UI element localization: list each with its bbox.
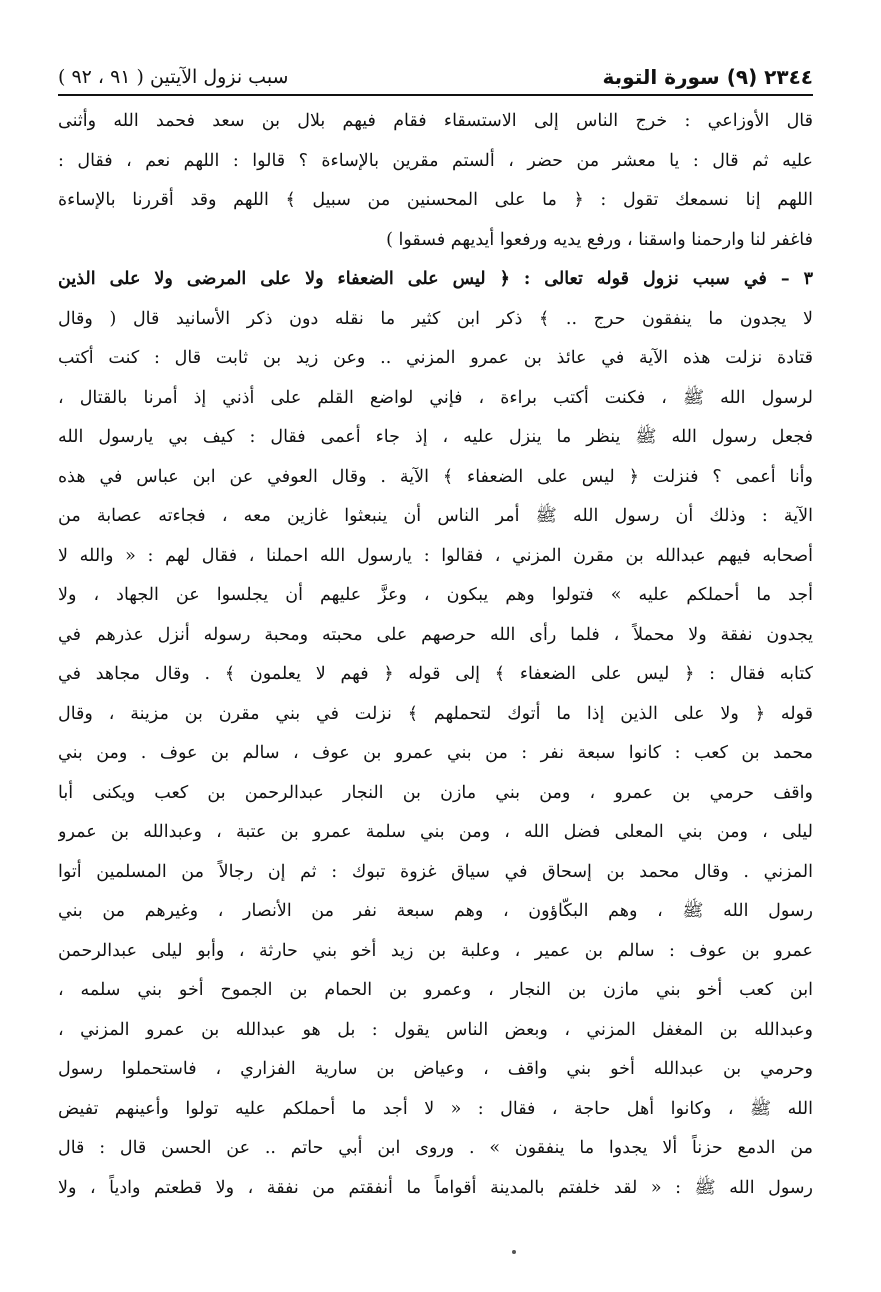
text-line: وحرمي بن عبدالله أخو بني واقف ، وعياض بن سارية الفزاري ، فاستحملوا رسول bbox=[58, 1059, 813, 1079]
text-line: الله ﷺ ، وكانوا أهل حاجة ، فقال : « لا أجد ما أحملكم عليه تولوا وأعينهم تفيض bbox=[58, 1098, 813, 1119]
section-title: سبب نزول الآيتين ( ٩١ ، ٩٢ ) bbox=[58, 66, 289, 88]
text-line: لا يجدون ما ينفقون حرج .. ﴾ ذكر ابن كثير ما نقله دون ذكر الأسانيد قال ( وقال bbox=[58, 308, 813, 329]
text-line: أجد ما أحملكم عليه » فتولوا وهم يبكون ، وعزَّ عليهم أن يجلسوا عن الجهاد ، ولا bbox=[58, 585, 813, 605]
text-line: عليه ثم قال : يا معشر من حضر ، ألستم مقرين بالإساءة ؟ قالوا : اللهم نعم ، فقال : bbox=[58, 150, 813, 171]
text-line: وعبدالله بن المغفل المزني ، وبعض الناس يقول : بل هو عبدالله بن عمرو المزني ، bbox=[58, 1019, 813, 1040]
text-line: ليلى ، ومن بني المعلى فضل الله ، ومن بني سلمة عمرو بن عتبة ، وعبدالله بن عمرو bbox=[58, 822, 813, 842]
text-line: فاغفر لنا وارحمنا واسقنا ، ورفع يديه ورفعوا أيديهم فسقوا ) bbox=[386, 229, 813, 250]
text-line: محمد بن كعب : كانوا سبعة نفر : من بني عمرو بن عوف ، سالم بن عوف . ومن بني bbox=[58, 743, 813, 763]
text-line: المزني . وقال محمد بن إسحاق في سياق غزوة تبوك : ثم إن رجالاً من المسلمين أتوا bbox=[58, 861, 813, 882]
text-line: كتابه فقال : ﴿ ليس على الضعفاء ﴾ إلى قوله ﴿ فهم لا يعلمون ﴾ . وقال مجاهد في bbox=[58, 664, 813, 684]
text-line: اللهم إنا نسمعك تقول : ﴿ ما على المحسنين من سبيل ﴾ اللهم وقد أقررنا بالإساءة bbox=[58, 190, 813, 210]
text-line: يجدون نفقة ولا محملاً ، فلما رأى الله حرصهم على محبته ومحبة رسوله أنزل عذرهم في bbox=[58, 624, 813, 645]
text-line: قتادة نزلت هذه الآية في عائذ بن عمرو المزني .. وعن زيد بن ثابت قال : كنت أكتب bbox=[58, 348, 813, 368]
body-text bbox=[58, 102, 813, 1208]
running-header bbox=[58, 58, 813, 92]
text-line: الآية : وذلك أن رسول الله ﷺ أمر الناس أن ينبعثوا غازين معه ، فجاءته عصابة من bbox=[58, 506, 813, 526]
text-line: واقف حرمي بن عمرو ، ومن بني مازن بن النجار عبدالرحمن بن كعب ويكنى أبا bbox=[58, 782, 813, 803]
text-line: عمرو بن عوف : سالم بن عمير ، وعلبة بن زيد أخو بني حارثة ، وأبو ليلى عبدالرحمن bbox=[58, 940, 813, 961]
text-line: وأنا أعمى ؟ فنزلت ﴿ ليس على الضعفاء ﴾ الآية . وقال العوفي عن ابن عباس في هذه bbox=[58, 466, 813, 487]
page-reference: ٢٣٤٤ (٩) سورة التوبة bbox=[602, 65, 813, 89]
text-line: قوله ﴿ ولا على الذين إذا ما أتوك لتحملهم ﴾ نزلت في بني مقرن بن مزينة ، وقال bbox=[58, 703, 813, 724]
text-line: فجعل رسول الله ﷺ ينظر ما ينزل عليه ، إذ جاء أعمى فقال : كيف بي يارسول الله bbox=[58, 427, 813, 447]
text-line: أصحابه فيهم عبدالله بن مقرن المزني ، فقالوا : يارسول الله احملنا ، فقال لهم : « والله لا bbox=[58, 545, 813, 566]
text-line: لرسول الله ﷺ ، فكنت أكتب براءة ، فإني لواضع القلم على أذني إذ أمرنا بالقتال ، bbox=[58, 387, 813, 408]
header-divider bbox=[58, 94, 813, 96]
text-line: ابن كعب أخو بني مازن بن النجار ، وعمرو بن الحمام بن الجموح أخو بني سلمه ، bbox=[58, 980, 813, 1000]
text-line: رسول الله ﷺ : « لقد خلفتم بالمدينة أقواماً ما أنفقتم من نفقة ، ولا قطعتم وادياً ، ولا bbox=[58, 1177, 813, 1198]
text-line: قال الأوزاعي : خرج الناس إلى الاستسقاء فقام فيهم بلال بن سعد فحمد الله وأثنى bbox=[58, 111, 813, 131]
text-line: رسول الله ﷺ ، وهم البكّاؤون ، وهم سبعة نفر من الأنصار ، وغيرهم من بني bbox=[58, 901, 813, 921]
text-line: ٣ – في سبب نزول قوله تعالى : ﴿ ليس على الضعفاء ولا على المرضى ولا على الذين bbox=[58, 269, 813, 289]
text-line: من الدمع حزناً ألا يجدوا ما ينفقون » . وروى ابن أبي حاتم .. عن الحسن قال : قال bbox=[58, 1138, 813, 1158]
scan-mark bbox=[512, 1250, 516, 1254]
